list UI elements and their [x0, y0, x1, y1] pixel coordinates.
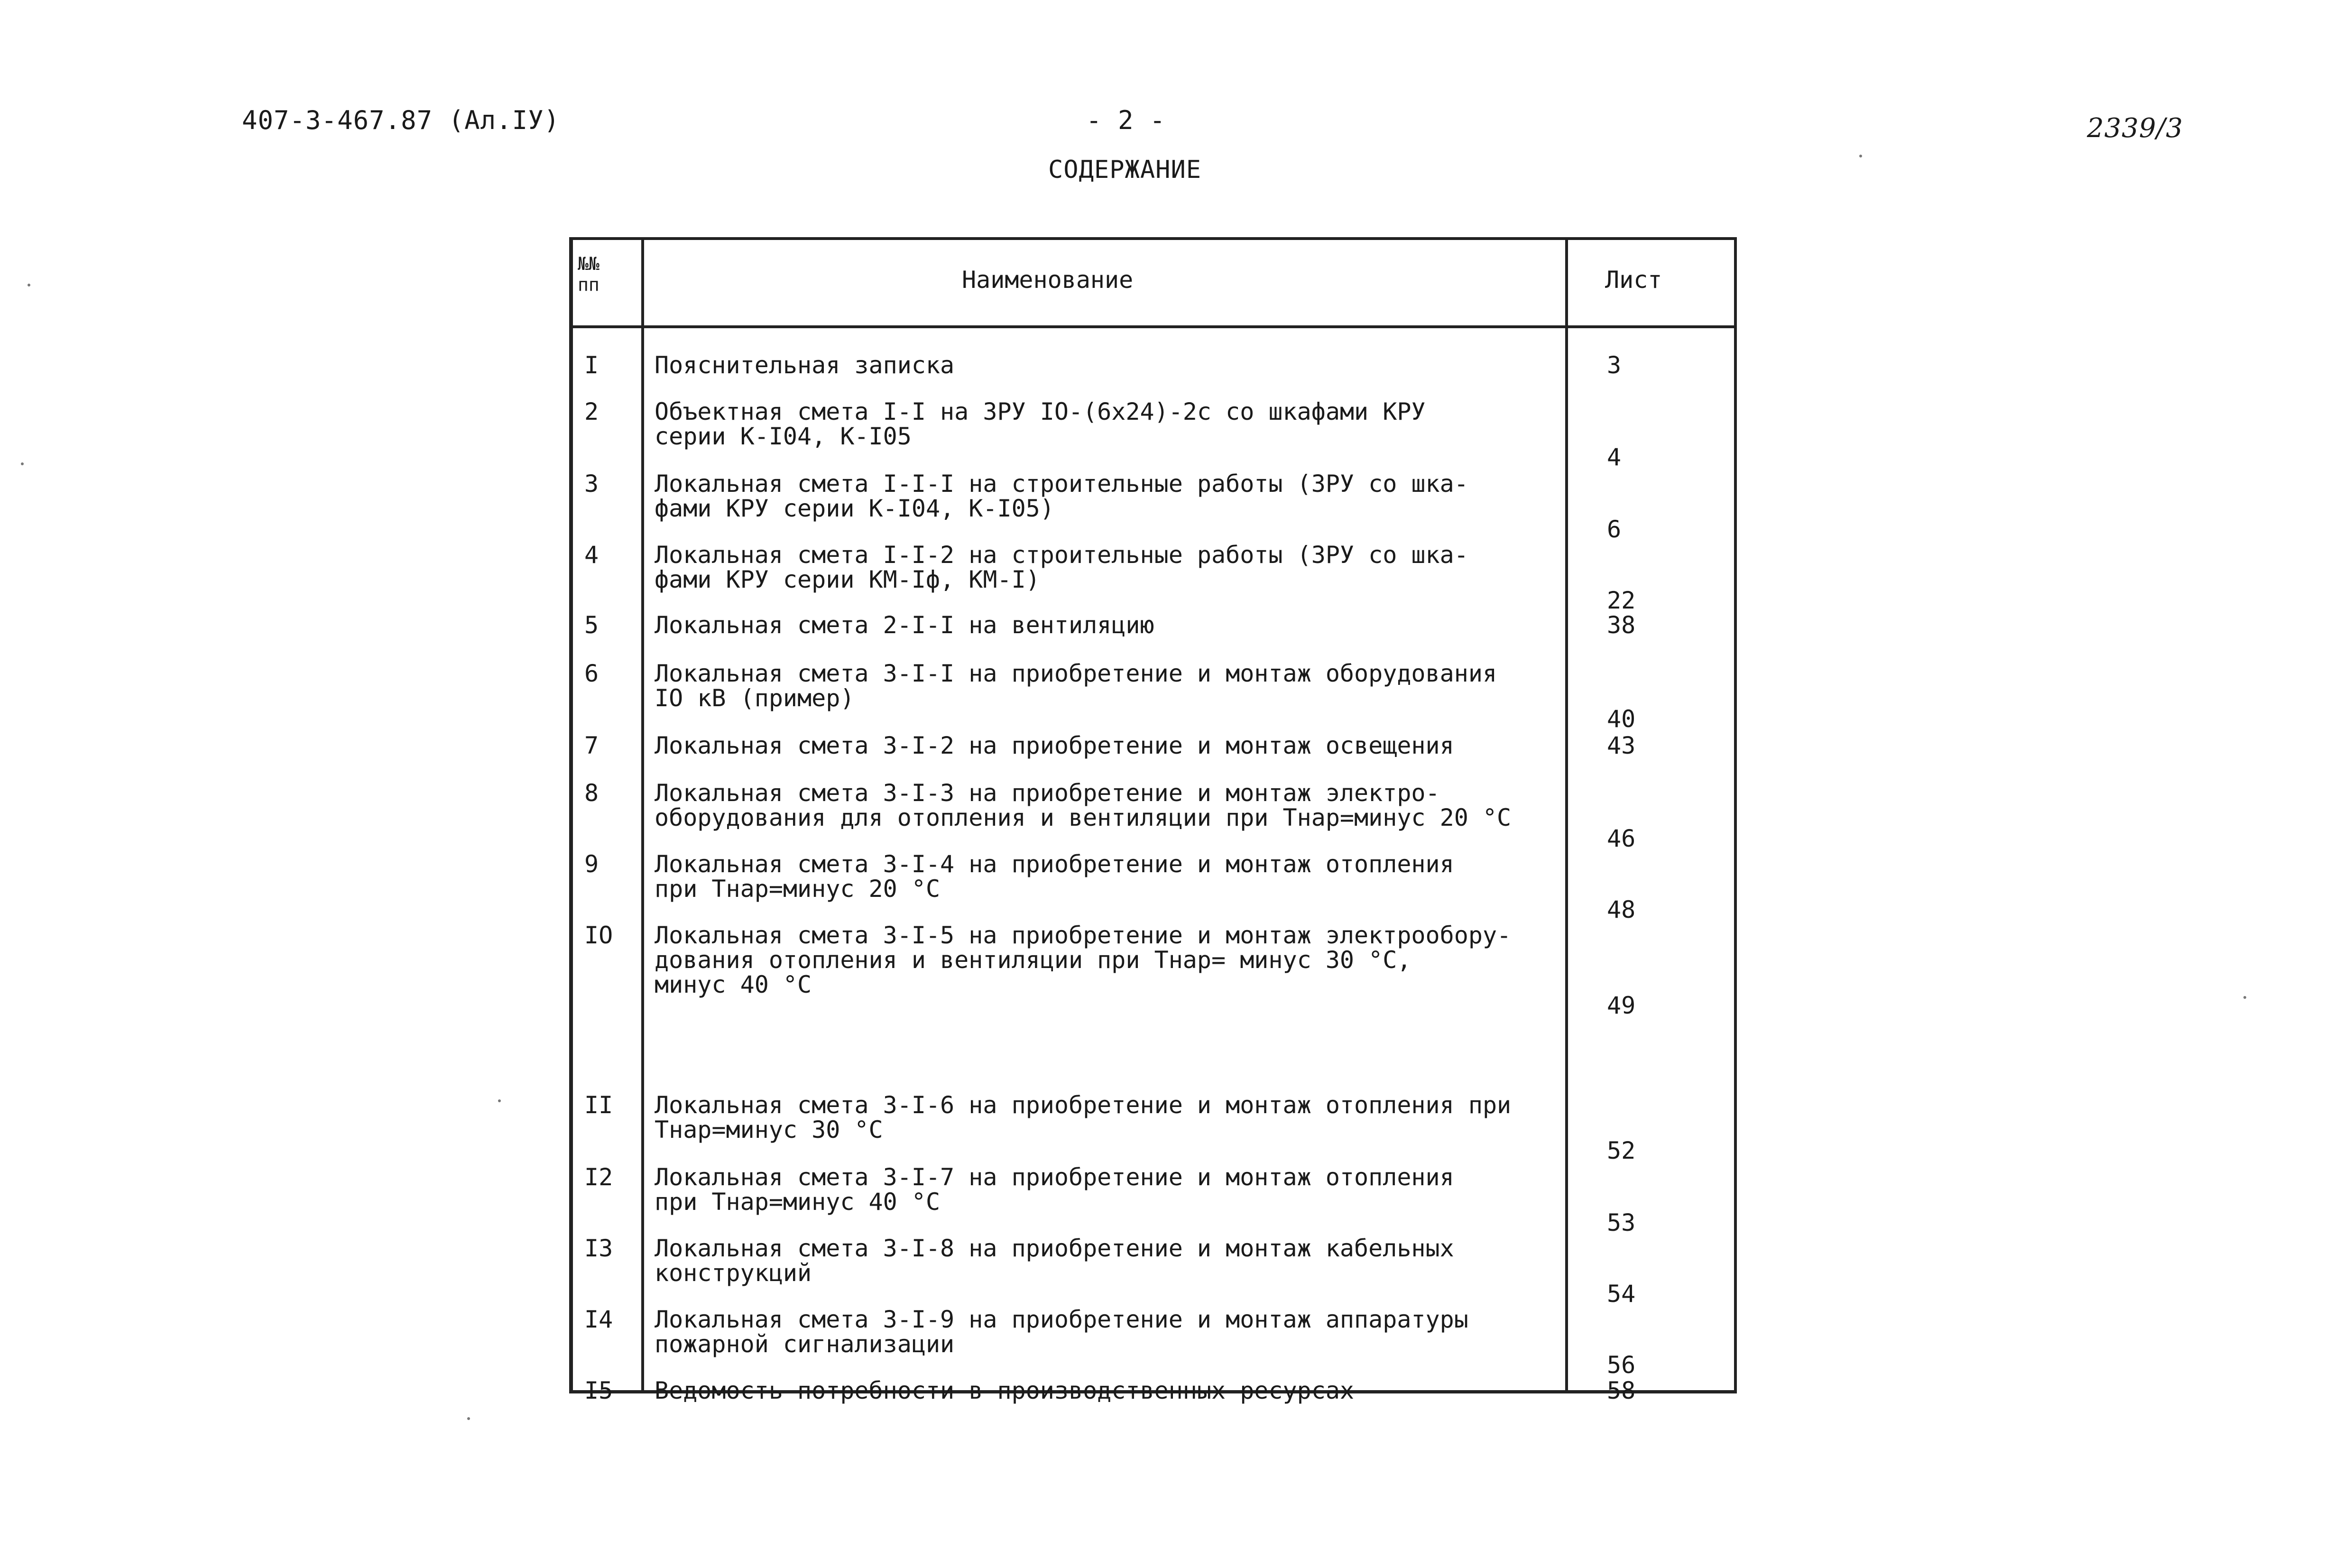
row-sheet: 40	[1607, 705, 1636, 733]
scan-speck	[21, 462, 24, 465]
row-number: 2	[584, 398, 599, 425]
row-number: 7	[584, 732, 599, 759]
row-number: I	[584, 351, 599, 379]
column-divider	[1565, 240, 1568, 1390]
row-name-line: Объектная смета I-I на ЗРУ IO-(6x24)-2с со шкафами КРУ	[655, 398, 1426, 425]
row-name-line: Локальная смета I-I-I на строительные работы (ЗРУ со шка-	[655, 470, 1468, 498]
row-number: 9	[584, 850, 599, 878]
header-divider	[573, 325, 1734, 328]
row-name-line: IO кВ (пример)	[655, 684, 855, 712]
column-header-name: Наименование	[962, 266, 1134, 294]
row-number: 6	[584, 660, 599, 687]
row-name-line: минус 40 °С	[655, 971, 812, 998]
row-name-line: Ведомость потребности в производственных ресурсах	[655, 1377, 1355, 1404]
row-sheet: 54	[1607, 1280, 1636, 1308]
row-number: I5	[584, 1377, 613, 1404]
row-name-line: дования отопления и вентиляции при Тнар= минус 30 °С,	[655, 946, 1411, 974]
row-number: I3	[584, 1235, 613, 1262]
row-sheet: 56	[1607, 1351, 1636, 1379]
row-name-line: Локальная смета 3-I-2 на приобретение и монтаж освещения	[655, 732, 1454, 759]
document-code: 407-3-467.87 (Ал.IУ)	[242, 105, 560, 135]
row-name-line: фами КРУ серии К-I04, К-I05)	[655, 495, 1054, 522]
row-name-line: Локальная смета 3-I-I на приобретение и монтаж оборудования	[655, 660, 1497, 687]
row-name-line: Локальная смета 3-I-5 на приобретение и монтаж электрообору-	[655, 922, 1512, 949]
page-number: - 2 -	[1086, 105, 1166, 135]
page-title: СОДЕРЖАНИЕ	[1048, 156, 1202, 184]
row-number: 3	[584, 470, 599, 498]
row-sheet: 58	[1607, 1377, 1636, 1404]
row-name-line: Локальная смета 2-I-I на вентиляцию	[655, 611, 1154, 639]
row-sheet: 3	[1607, 351, 1622, 379]
column-header-num: №№ пп	[578, 253, 600, 295]
row-name-line: пожарной сигнализации	[655, 1330, 955, 1358]
row-sheet: 48	[1607, 896, 1636, 923]
contents-table	[569, 237, 1737, 1404]
row-sheet: 38	[1607, 611, 1636, 639]
row-number: I2	[584, 1163, 613, 1191]
row-number: IO	[584, 922, 613, 949]
row-sheet: 49	[1607, 992, 1636, 1019]
row-sheet: 52	[1607, 1137, 1636, 1164]
row-name-line: Локальная смета 3-I-8 на приобретение и монтаж кабельных	[655, 1235, 1454, 1262]
row-name-line: Локальная смета 3-I-4 на приобретение и монтаж отопления	[655, 850, 1454, 878]
column-divider	[641, 240, 644, 1390]
row-name-line: Локальная смета I-I-2 на строительные работы (ЗРУ со шка-	[655, 541, 1468, 569]
row-name-line: при Тнар=минус 40 °С	[655, 1188, 941, 1216]
scan-speck	[1859, 155, 1862, 157]
row-name-line: серии К-I04, К-I05	[655, 423, 912, 450]
row-sheet: 4	[1607, 443, 1622, 471]
column-header-sheet: Лист	[1605, 266, 1662, 294]
row-sheet: 46	[1607, 825, 1636, 852]
row-name-line: Локальная смета 3-I-7 на приобретение и монтаж отопления	[655, 1163, 1454, 1191]
scan-speck	[498, 1099, 501, 1102]
handwritten-sheet-ref: 2339/3	[2087, 113, 2184, 144]
row-name-line: Локальная смета 3-I-6 на приобретение и монтаж отопления при	[655, 1091, 1512, 1119]
row-sheet: 43	[1607, 732, 1636, 759]
row-number: 4	[584, 541, 599, 569]
row-sheet: 53	[1607, 1209, 1636, 1236]
row-name-line: оборудования для отопления и вентиляции при Тнар=минус 20 °С	[655, 804, 1512, 831]
row-name-line: Локальная смета 3-I-3 на приобретение и монтаж электро-	[655, 779, 1440, 807]
row-number: II	[584, 1091, 613, 1119]
row-name-line: Локальная смета 3-I-9 на приобретение и монтаж аппаратуры	[655, 1306, 1468, 1333]
row-name-line: Тнар=минус 30 °С	[655, 1116, 883, 1144]
row-number: I4	[584, 1306, 613, 1333]
row-name-line: конструкций	[655, 1259, 812, 1287]
scan-speck	[28, 284, 30, 286]
row-name-line: Пояснительная записка	[655, 351, 955, 379]
row-name-line: при Тнар=минус 20 °С	[655, 875, 941, 903]
row-sheet: 6	[1607, 516, 1622, 543]
scan-speck	[2243, 996, 2246, 999]
row-number: 5	[584, 611, 599, 639]
row-name-line: фами КРУ серии КМ-Iф, КМ-I)	[655, 566, 1040, 593]
scan-speck	[467, 1417, 470, 1420]
row-number: 8	[584, 779, 599, 807]
row-sheet: 22	[1607, 587, 1636, 614]
